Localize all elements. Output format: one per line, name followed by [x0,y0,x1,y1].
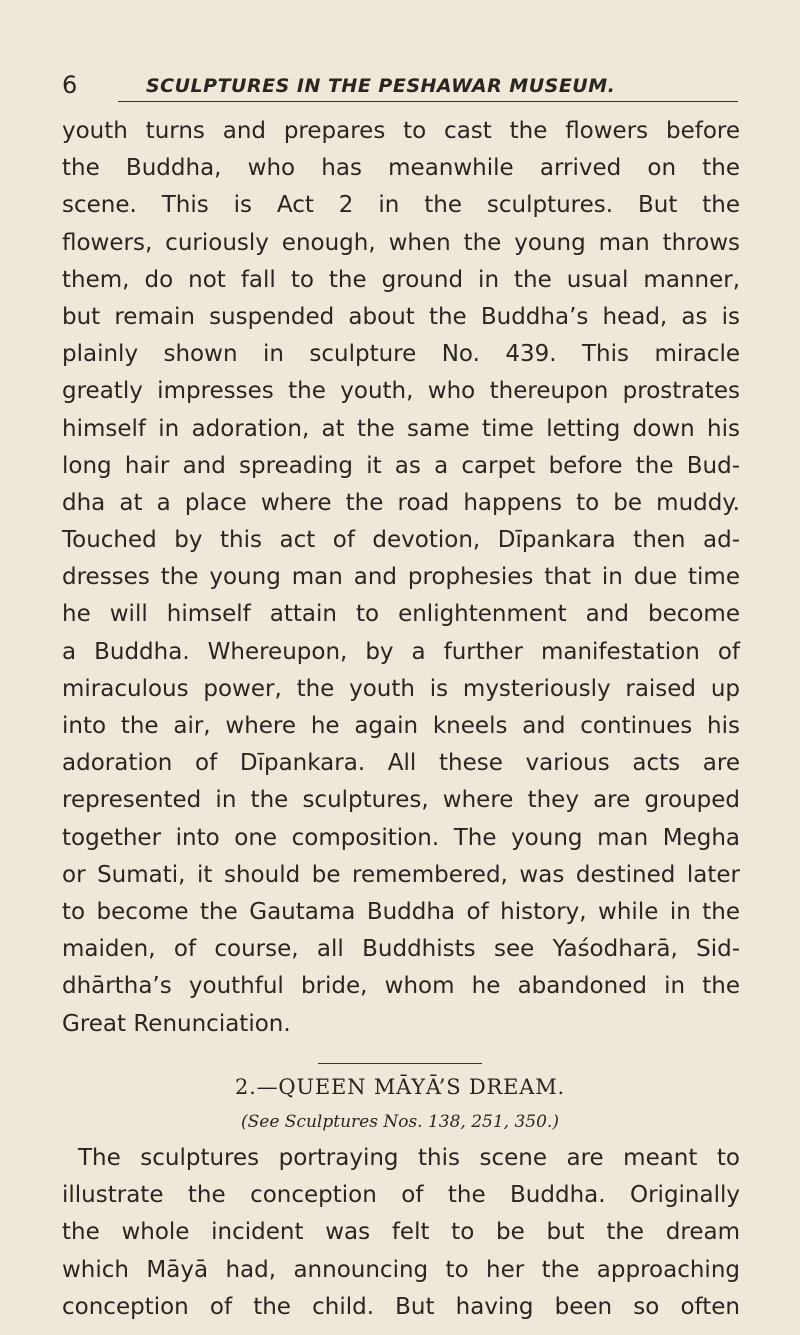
text-line: dha at a place where the road happens to be muddy. [62,489,740,516]
paragraph-1 [62,113,740,1043]
section-divider [318,1063,482,1064]
text-line: Touched by this act of devotion, Dīpankara then ad- [62,527,740,554]
text-line: maiden, of course, all Buddhists see Yaśodharā, Sid- [62,936,740,963]
section-subheading: (See Sculptures Nos. 138, 251, 350.) [241,1112,559,1132]
text-line: conception of the child. But having been so often [62,1293,740,1320]
text-line: he will himself attain to enlightenment and become [62,601,740,628]
page-header [62,72,742,104]
text-line: miraculous power, the youth is mysteriously raised up [62,675,740,702]
text-line: long hair and spreading it as a carpet before the Bud- [62,452,740,479]
text-line: which Māyā had, announcing to her the approaching [62,1256,740,1283]
page-number: 6 [62,71,78,99]
text-line: to become the Gautama Buddha of history, while in the [62,898,740,925]
section-heading: 2.—QUEEN MĀYĀ’S DREAM. [234,1075,566,1099]
text-line: a Buddha. Whereupon, by a further manifestation of [62,638,740,665]
text-line: flowers, curiously enough, when the young man throws [62,229,740,256]
text-line: together into one composition. The young man Megha [62,824,740,851]
running-title: SCULPTURES IN THE PESHAWAR MUSEUM. [146,75,616,97]
text-line: greatly impresses the youth, who thereupon prostrates [62,378,740,405]
text-line: plainly shown in sculpture No. 439. This miracle [62,341,740,368]
text-line: dhārtha’s youthful bride, whom he abandoned in the [62,973,740,1000]
text-line: dresses the young man and prophesies that in due time [62,564,740,591]
text-line: adoration of Dīpankara. All these various acts are [62,750,740,777]
text-line: The sculptures portraying this scene are meant to [78,1145,740,1171]
paragraph-2 [62,1140,740,1326]
text-line: the whole incident was felt to be but the dream [62,1219,740,1246]
text-line: the Buddha, who has meanwhile arrived on the [62,155,740,182]
text-line: Great Renunciation. [62,1010,291,1037]
text-line: illustrate the conception of the Buddha. Originally [62,1182,740,1209]
text-line: himself in adoration, at the same time letting down his [62,415,740,442]
text-line: youth turns and prepares to cast the flowers before [62,118,740,144]
header-rule [118,101,738,102]
text-line: scene. This is Act 2 in the sculptures. But the [62,192,740,219]
text-line: them, do not fall to the ground in the usual manner, [62,266,740,293]
text-line: or Sumati, it should be remembered, was destined later [62,861,740,888]
text-line: represented in the sculptures, where they are grouped [62,787,740,814]
text-line: but remain suspended about the Buddha’s head, as is [62,303,740,330]
text-line: into the air, where he again kneels and continues his [62,713,740,739]
